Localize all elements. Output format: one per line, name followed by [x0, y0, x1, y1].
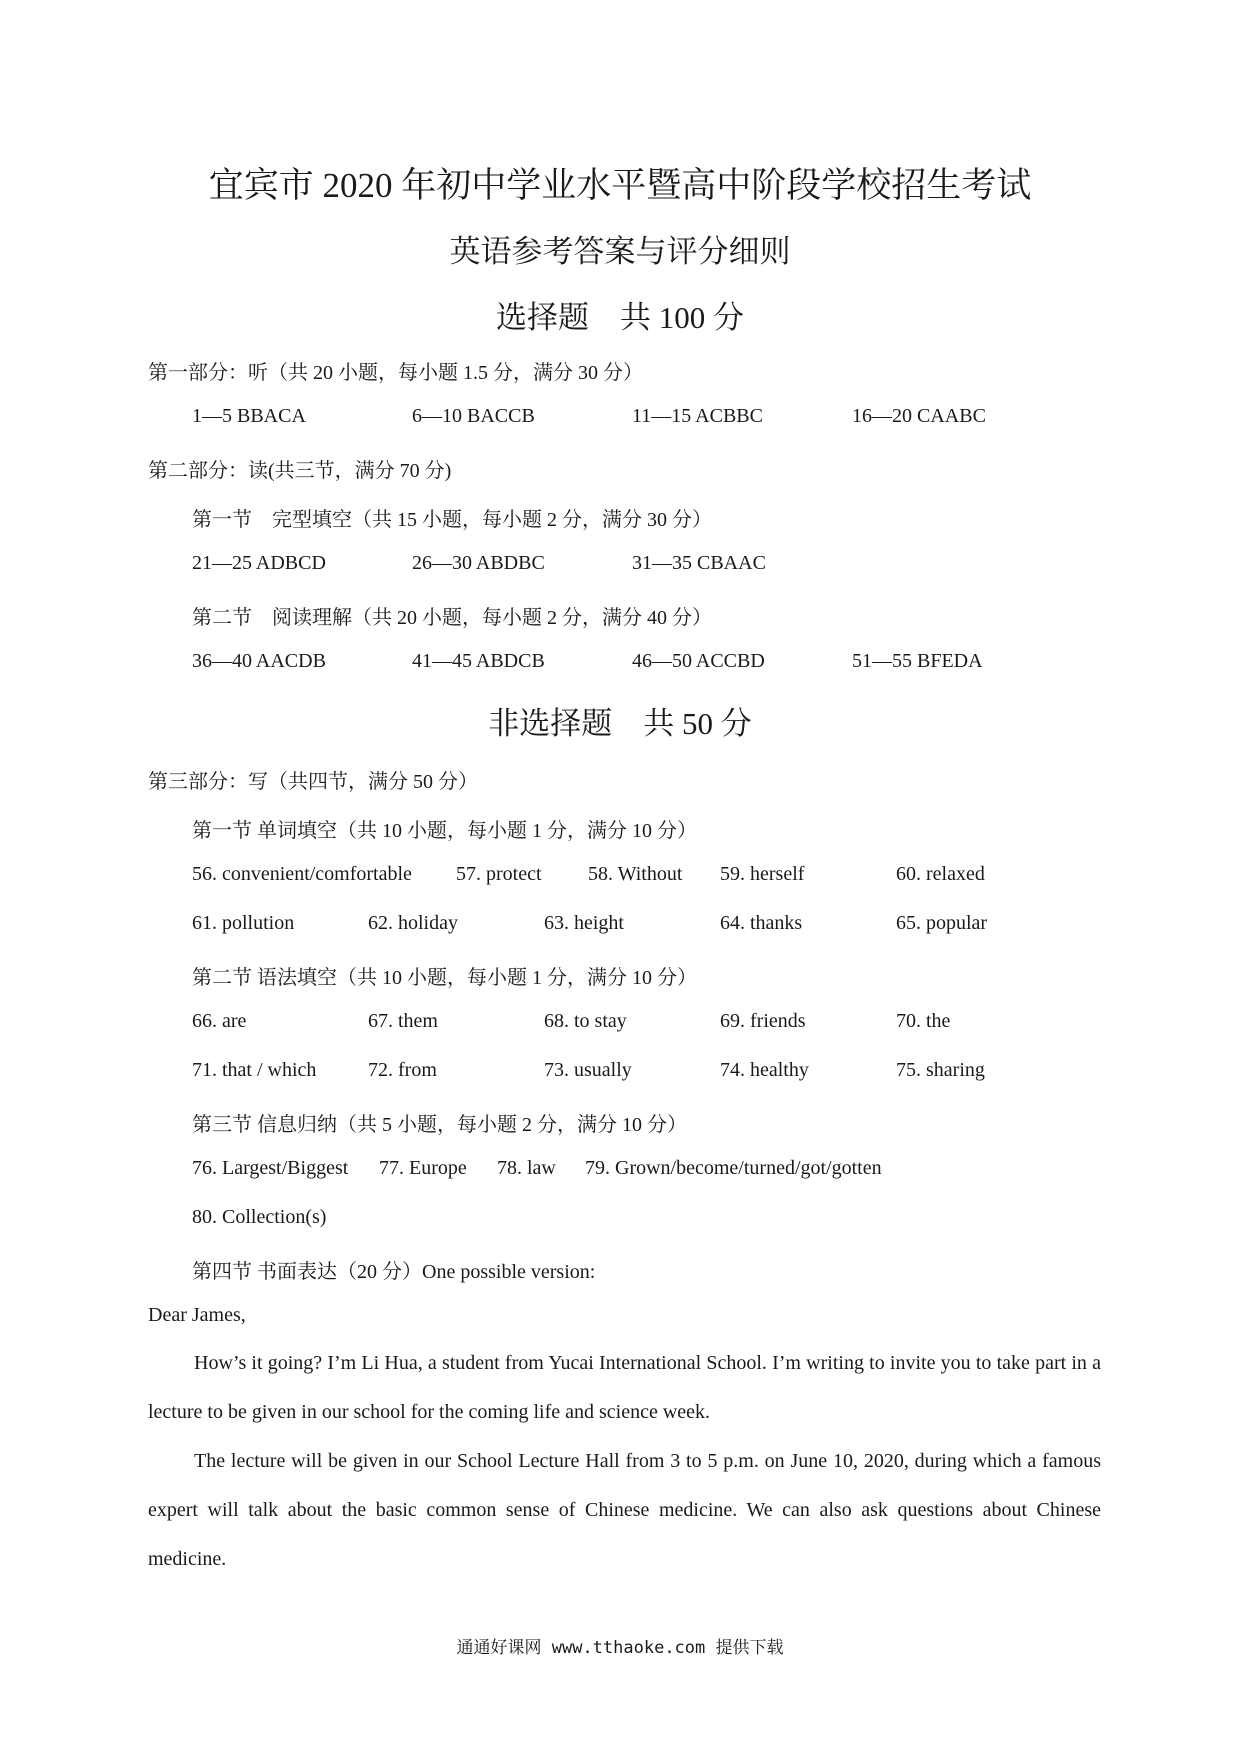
grammar-answer: 67. them	[368, 1010, 438, 1032]
part2-sec1-answer: 26—30 ABDBC	[412, 552, 545, 574]
grammar-answer: 69. friends	[720, 1010, 806, 1032]
letter-paragraph: How’s it going? I’m Li Hua, a student from Yucai International School. I’m writing to invite you to take part in a lecture to be given in our school for the coming life and science week.	[148, 1352, 1101, 1423]
grammar-answer: 73. usually	[544, 1059, 632, 1081]
info-answer: 80. Collection(s)	[192, 1206, 327, 1228]
part3-heading: 第三部分：写（共四节，满分 50 分）	[148, 771, 478, 793]
part3-sec4-heading: 第四节 书面表达（20 分）One possible version:	[192, 1261, 596, 1283]
grammar-answer: 70. the	[896, 1010, 951, 1032]
info-answer: 77. Europe	[379, 1157, 467, 1179]
word-answer: 60. relaxed	[896, 863, 985, 885]
word-answer: 58. Without	[588, 863, 683, 885]
grammar-answer: 71. that / which	[192, 1059, 317, 1081]
info-answer: 76. Largest/Biggest	[192, 1157, 349, 1179]
part1-answer: 16—20 CAABC	[852, 405, 986, 427]
info-answer: 79. Grown/become/turned/got/gotten	[585, 1157, 882, 1179]
part2-sec2-answer: 41—45 ABDCB	[412, 650, 545, 672]
info-answer: 78. law	[497, 1157, 556, 1179]
part1-heading: 第一部分：听（共 20 小题，每小题 1.5 分，满分 30 分）	[148, 362, 643, 384]
grammar-answer: 74. healthy	[720, 1059, 809, 1081]
part3-sec2-heading: 第二节 语法填空（共 10 小题，每小题 1 分，满分 10 分）	[192, 967, 697, 989]
word-answer: 56. convenient/comfortable	[192, 863, 412, 885]
letter-paragraph: The lecture will be given in our School Lecture Hall from 3 to 5 p.m. on June 10, 2020, during which a famous expert will talk about the basic common sense of Chinese medicine. We can also ask questions about Chinese medicine.	[148, 1450, 1101, 1570]
page-title: 宜宾市 2020 年初中学业水平暨高中阶段学校招生考试	[208, 166, 1032, 205]
grammar-answer: 66. are	[192, 1010, 247, 1032]
page-subtitle: 英语参考答案与评分细则	[449, 234, 791, 269]
word-answer: 57. protect	[456, 863, 542, 885]
part2-heading: 第二部分：读(共三节，满分 70 分)	[148, 460, 452, 482]
grammar-answer: 68. to stay	[544, 1010, 627, 1032]
letter-salutation: Dear James,	[148, 1304, 246, 1326]
part2-sec1-answer: 21—25 ADBCD	[192, 552, 326, 574]
word-answer: 63. height	[544, 912, 624, 934]
part2-sec2-answer: 36—40 AACDB	[192, 650, 326, 672]
part1-answer: 1—5 BBACA	[192, 405, 306, 427]
part2-sec2-answer: 51—55 BFEDA	[852, 650, 983, 672]
word-answer: 62. holiday	[368, 912, 458, 934]
part3-sec3-heading: 第三节 信息归纳（共 5 小题，每小题 2 分，满分 10 分）	[192, 1114, 687, 1136]
word-answer: 64. thanks	[720, 912, 803, 934]
word-answer: 59. herself	[720, 863, 805, 885]
part1-answer: 6—10 BACCB	[412, 405, 535, 427]
grammar-answer: 72. from	[368, 1059, 437, 1081]
part3-sec1-heading: 第一节 单词填空（共 10 小题，每小题 1 分，满分 10 分）	[192, 820, 697, 842]
part2-sec2-answer: 46—50 ACCBD	[632, 650, 765, 672]
part2-sec1-answer: 31—35 CBAAC	[632, 552, 766, 574]
grammar-answer: 75. sharing	[896, 1059, 985, 1081]
nonchoice-section-title: 非选择题 共 50 分	[488, 706, 752, 741]
part2-sec1-heading: 第一节 完型填空（共 15 小题，每小题 2 分，满分 30 分）	[192, 509, 712, 531]
choice-section-title: 选择题 共 100 分	[496, 300, 744, 335]
part1-answer: 11—15 ACBBC	[632, 405, 763, 427]
word-answer: 61. pollution	[192, 912, 295, 934]
part2-sec2-heading: 第二节 阅读理解（共 20 小题，每小题 2 分，满分 40 分）	[192, 607, 712, 629]
page-footer: 通通好课网 www.tthaoke.com 提供下载	[456, 1638, 784, 1658]
word-answer: 65. popular	[896, 912, 988, 934]
